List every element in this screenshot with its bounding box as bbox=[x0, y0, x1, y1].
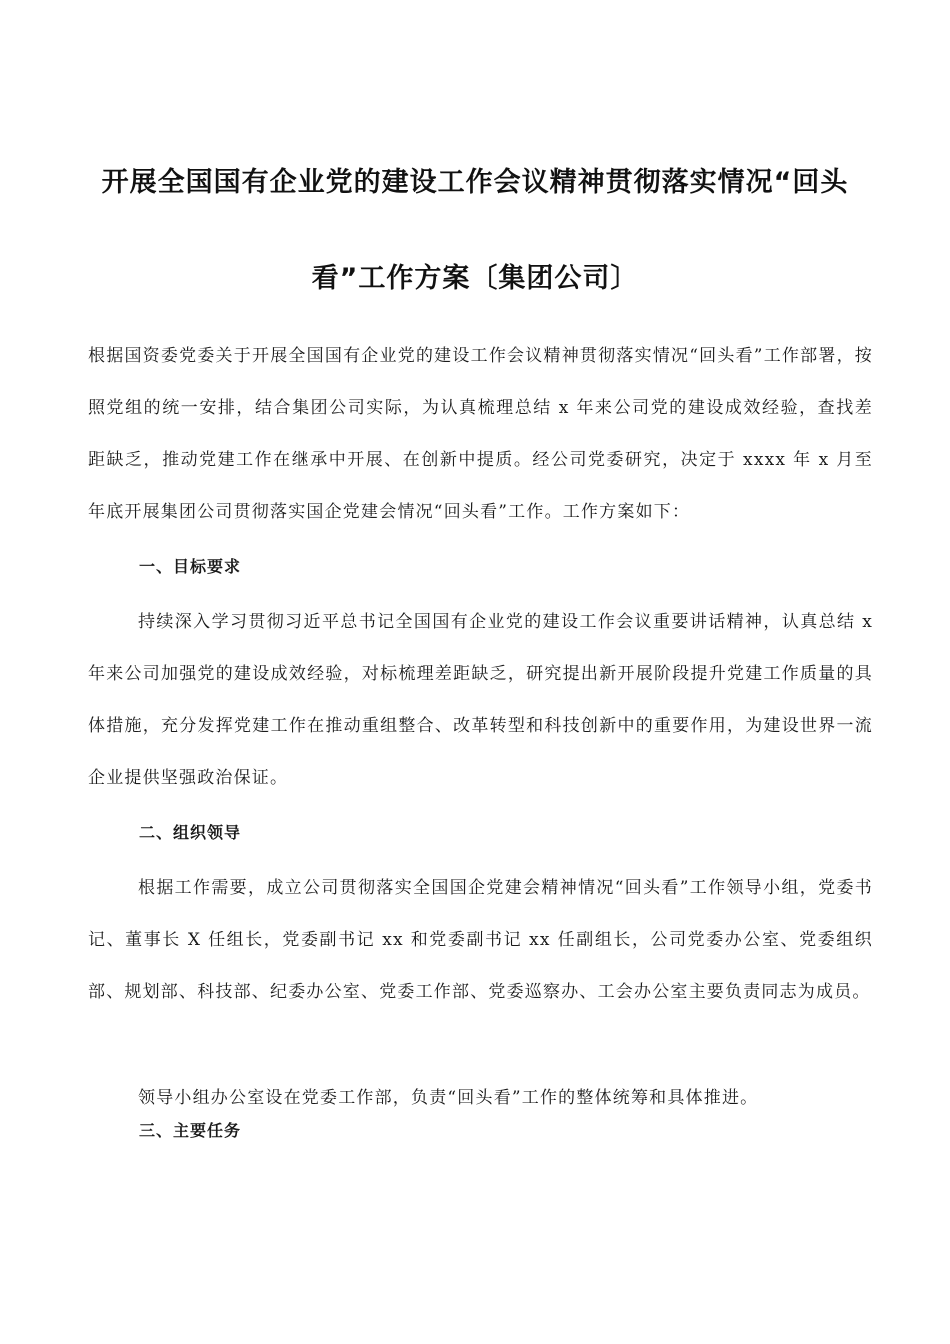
document-title-line-1: 开展全国国有企业党的建设工作会议精神贯彻落实情况“回头 bbox=[101, 167, 849, 198]
section-2-paragraph-2: 领导小组办公室设在党委工作部，负责“回头看”工作的整体统筹和具体推进。 bbox=[138, 1088, 759, 1108]
intro-paragraph: 根据国资委党委关于开展全国国有企业党的建设工作会议精神贯彻落实情况“回头看”工作部署，按照党组的统一安排，结合集团公司实际，为认真梳理总结 x 年来公司党的建设成效经验，查找差距缺乏，推动党建工作在继承中开展、在创新中提质。经公司党委研究，决定于 xxxx 年 x 月至年底开展集团公司贯彻落实国企党建会情况“回头看”工作。工作方案如下： bbox=[88, 346, 873, 522]
document-title-line-2: 看”工作方案〔集团公司〕 bbox=[311, 263, 639, 294]
section-2-heading: 二、组织领导 bbox=[139, 823, 242, 842]
section-1-heading: 一、目标要求 bbox=[139, 557, 242, 576]
section-1-paragraph: 持续深入学习贯彻习近平总书记全国国有企业党的建设工作会议重要讲话精神，认真总结 x 年来公司加强党的建设成效经验，对标梳理差距缺乏，研究提出新开展阶段提升党建工作质量的具体措施，充分发挥党建工作在推动重组整合、改革转型和科技创新中的重要作用，为建设世界一流企业提供坚强政治保证。 bbox=[88, 612, 873, 788]
section-2-paragraph-1: 根据工作需要，成立公司贯彻落实全国国企党建会精神情况“回头看”工作领导小组，党委书记、董事长 X 任组长，党委副书记 xx 和党委副书记 xx 任副组长，公司党委办公室、党委组织部、规划部、科技部、纪委办公室、党委工作部、党委巡察办、工会办公室主要负责同志为成员。 bbox=[88, 878, 873, 1002]
section-3-heading: 三、主要任务 bbox=[139, 1121, 242, 1140]
